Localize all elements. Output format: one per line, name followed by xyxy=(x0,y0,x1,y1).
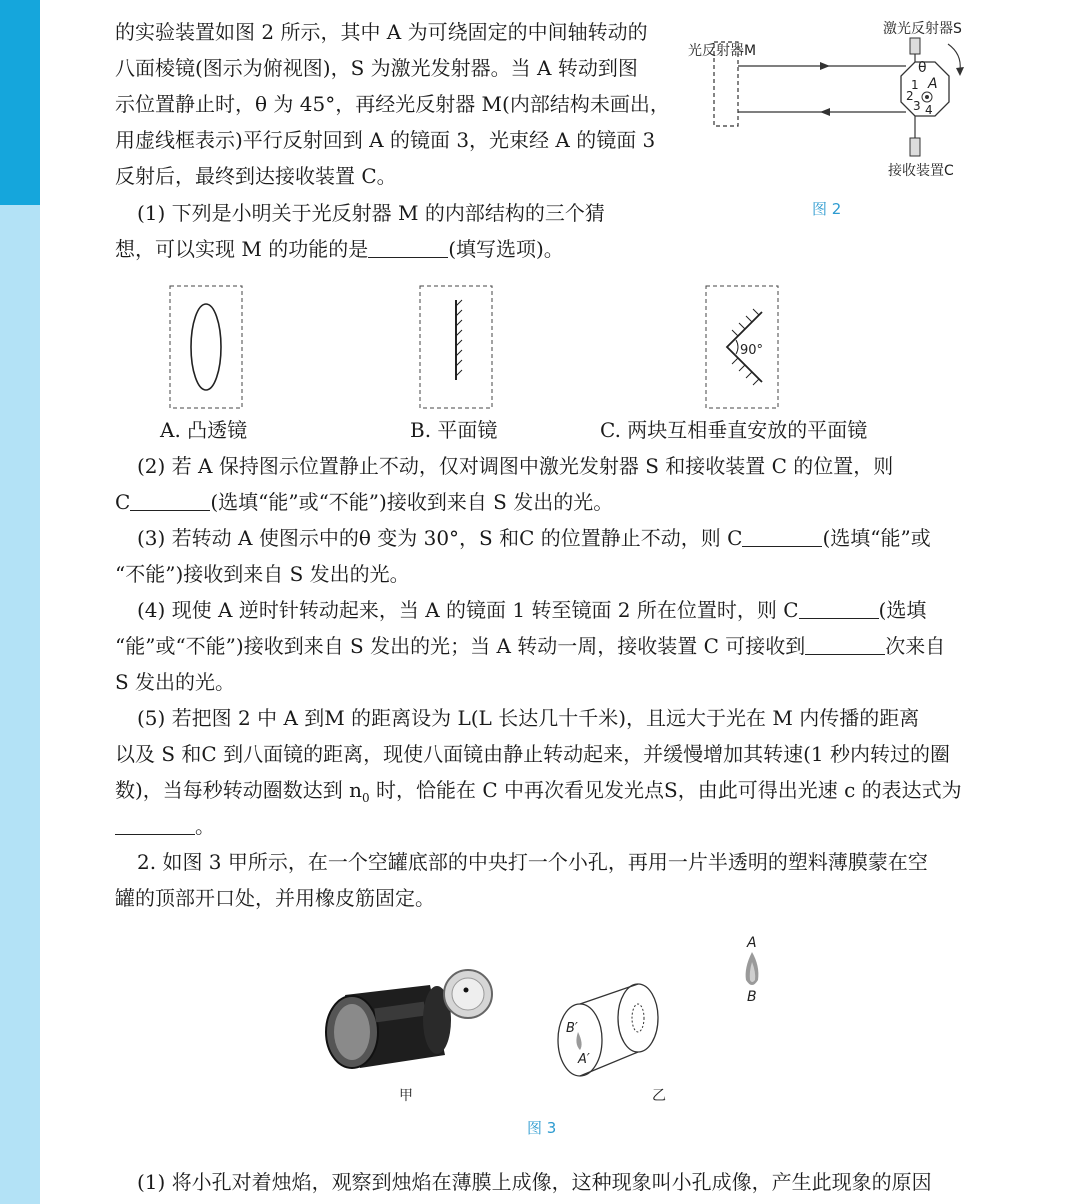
option-b-label: B. 平面镜 xyxy=(410,418,498,442)
q1-sub3-line-2: “不能”)接收到来自 S 发出的光。 xyxy=(115,562,410,586)
label-receiver-c: 接收装置C xyxy=(888,163,954,179)
angle-90-label: 90° xyxy=(740,343,764,358)
label-face-4: 4 xyxy=(925,103,933,117)
q1-sub4-line-2: “能”或“不能”)接收到来自 S 发出的光；当 A 转动一周，接收装置 C 可接收到 次来自 xyxy=(115,634,946,658)
label-jia: 甲 xyxy=(399,1088,413,1104)
q1-sub5-line-4: 。 xyxy=(115,808,215,844)
q1-intro-line-2: 八面棱镜(图示为俯视图)，S 为激光发射器。当 A 转动到图 xyxy=(115,56,638,80)
q1-sub4-line-3: S 发出的光。 xyxy=(115,670,236,694)
label-prism-a: A xyxy=(928,76,938,92)
q1-intro-line-1: 的实验装置如图 2 所示，其中 A 为可绕固定的中间轴转动的 xyxy=(115,20,648,44)
can-photo xyxy=(326,970,492,1068)
q2-sub1-line-1: (1) 将小孔对着烛焰，观察到烛焰在薄膜上成像，这种现象叫小孔成像，产生此现象的原因 xyxy=(137,1170,932,1194)
q1-sub3-line-1: (3) 若转动 A 使图示中的θ 变为 30°，S 和C 的位置静止不动，则 C (选填“能”或 xyxy=(137,526,931,550)
candle-flame xyxy=(746,952,759,985)
answer-blank[interactable] xyxy=(115,816,195,835)
q1-sub1-line-2: 想，可以实现 M 的功能的是 (填写选项)。 xyxy=(115,237,564,261)
q1-sub4-line-1: (4) 现使 A 逆时针转动起来，当 A 的镜面 1 转至镜面 2 所在位置时，则 C (选填 xyxy=(137,598,927,622)
label-flame-a: A xyxy=(747,935,757,951)
q1-sub2-line-2: C (选填“能”或“不能”)接收到来自 S 发出的光。 xyxy=(115,490,614,514)
q2-line-2: 罐的顶部开口处，并用橡皮筋固定。 xyxy=(115,886,435,910)
q1-sub5-line-3: 数)，当每秒转动圈数达到 $n_0$ 时，恰能在 C 中再次看见发光点S，由此可得出光速 c 的表达式为 xyxy=(115,778,962,805)
q1-intro-line-3: 示位置静止时，θ 为 45°，再经光反射器 M(内部结构未画出， xyxy=(115,92,670,116)
label-yi: 乙 xyxy=(652,1088,666,1104)
figure-3-caption: 图 3 xyxy=(527,1119,557,1137)
label-image-a: A′ xyxy=(578,1052,590,1067)
answer-blank[interactable] xyxy=(799,600,879,619)
label-face-2: 2 xyxy=(906,89,914,103)
label-flame-b: B xyxy=(747,989,757,1005)
convex-lens xyxy=(191,304,221,390)
answer-blank[interactable] xyxy=(742,528,822,547)
q1-sub1-line-1: (1) 下列是小明关于光反射器 M 的内部结构的三个猜 xyxy=(137,201,605,225)
option-figures xyxy=(0,280,1080,420)
label-emitter-s: 激光反射器S xyxy=(883,21,962,37)
label-image-b: B′ xyxy=(566,1021,578,1036)
q1-intro-line-4: 用虚线框表示)平行反射回到 A 的镜面 3，光束经 A 的镜面 3 xyxy=(115,128,656,152)
option-c-label: C. 两块互相垂直安放的平面镜 xyxy=(600,418,868,442)
figure-3-diagram xyxy=(0,930,1080,1100)
q2-line-1: 2. 如图 3 甲所示，在一个空罐底部的中央打一个小孔，再用一片半透明的塑料薄膜蒙在空 xyxy=(137,850,928,874)
label-face-3: 3 xyxy=(913,99,921,113)
label-reflector-m: 光反射器M xyxy=(688,43,757,59)
rotation-arrow xyxy=(948,44,960,70)
label-face-1: 1 xyxy=(911,78,919,92)
receiver-c xyxy=(910,138,920,156)
figure-2-caption: 图 2 xyxy=(812,200,842,218)
q1-sub2-line-1: (2) 若 A 保持图示位置静止不动，仅对调图中激光发射器 S 和接收装置 C 的位置，则 xyxy=(137,454,894,478)
q1-intro-line-5: 反射后，最终到达接收装置 C。 xyxy=(115,164,397,188)
label-theta: θ xyxy=(918,60,927,76)
q1-sub5-line-2: 以及 S 和C 到八面镜的距离，现使八面镜由静止转动起来，并缓慢增加其转速(1 秒内转过的圈 xyxy=(115,742,950,766)
arrow-lower xyxy=(820,108,830,116)
arrow-upper xyxy=(820,62,830,70)
option-a-label: A. 凸透镜 xyxy=(160,418,248,442)
laser-emitter-s xyxy=(910,38,920,54)
answer-blank[interactable] xyxy=(805,636,885,655)
answer-blank[interactable] xyxy=(130,492,210,511)
q1-sub5-line-1: (5) 若把图 2 中 A 到M 的距离设为 L(L 长达几十千米)，且远大于光在 M 内传播的距离 xyxy=(137,706,920,730)
answer-blank[interactable] xyxy=(368,239,448,258)
